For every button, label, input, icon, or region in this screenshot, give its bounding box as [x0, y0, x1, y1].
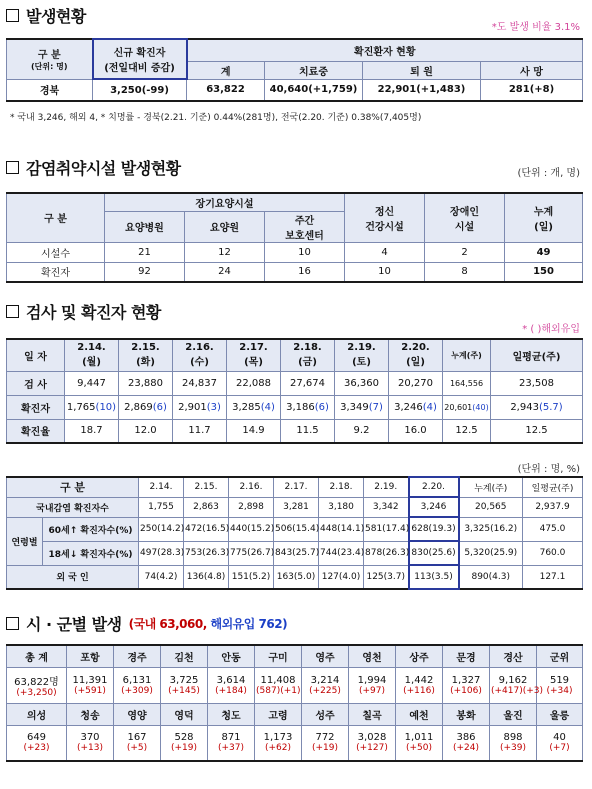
header-day: 2.16. (수) — [173, 339, 227, 371]
header-nursing-hospital: 요양병원 — [105, 211, 185, 242]
cell: 127(4.0) — [319, 565, 364, 589]
cell: 150 — [505, 262, 583, 282]
cell-treating: 40,640(+1,759) — [265, 79, 363, 101]
section-title-tests — [6, 300, 161, 323]
table-row — [7, 645, 583, 667]
cell: 2,937.9 — [523, 497, 583, 517]
unit-note: (단위 : 명, %) — [517, 464, 580, 475]
city-cell: 11,391 (+591) — [67, 667, 114, 703]
table-row — [7, 703, 583, 725]
header-average: 일평균(주) — [491, 339, 583, 371]
cell: 12 — [185, 242, 265, 262]
header-date: 일 자 — [7, 339, 65, 371]
cell: 22,088 — [227, 371, 281, 395]
city-header: 울릉 — [537, 703, 583, 725]
cell-highlight: 113(3.5) — [409, 565, 459, 589]
header-day: 2.14. — [139, 477, 184, 497]
row-label: 확진자 — [7, 395, 65, 419]
cell: 10 — [345, 262, 425, 282]
header-gubun: 구 분 (단위: 명) — [7, 39, 93, 79]
city-cell: 1,994 (+97) — [349, 667, 396, 703]
cell-death: 281(+8) — [481, 79, 583, 101]
city-header: 구미 — [255, 645, 302, 667]
unit-note: (단위 : 개, 명) — [517, 168, 580, 179]
cell: 16 — [265, 262, 345, 282]
row-label: 확진율 — [7, 419, 65, 443]
cell: 3,186(6) — [281, 395, 335, 419]
row-label: 외 국 인 — [7, 565, 139, 589]
cell: 10 — [265, 242, 345, 262]
header-gubun: 구 분 — [7, 193, 105, 242]
cell: 878(26.3) — [364, 541, 409, 565]
table-row — [7, 725, 583, 761]
city-header: 울진 — [490, 703, 537, 725]
city-cell: 898 (+39) — [490, 725, 537, 761]
status-table — [6, 38, 583, 102]
city-cell: 3,028 (+127) — [349, 725, 396, 761]
table-row — [7, 262, 583, 282]
city-cell: 63,822명 (+3,250) — [7, 667, 67, 703]
cell: 581(17.4) — [364, 517, 409, 541]
city-header: 김천 — [161, 645, 208, 667]
header-day-highlight: 2.20. — [409, 477, 459, 497]
section-title-cities — [6, 612, 287, 635]
header-treating: 치료중 — [265, 61, 363, 79]
table-row — [7, 395, 583, 419]
cell: 760.0 — [523, 541, 583, 565]
cell: 20,565 — [459, 497, 523, 517]
checkbox-bullet-icon — [6, 305, 19, 318]
cell: 890(4.3) — [459, 565, 523, 589]
section-title-status — [6, 4, 86, 27]
cell: 12.5 — [443, 419, 491, 443]
city-cell: 3,614 (+184) — [208, 667, 255, 703]
section-title-facilities — [6, 156, 181, 179]
header-day: 2.18. (금) — [281, 339, 335, 371]
cell: 440(15.2) — [229, 517, 274, 541]
cell: 2,898 — [229, 497, 274, 517]
cities-table — [6, 644, 583, 762]
cell: 3,325(16.2) — [459, 517, 523, 541]
header-day-care: 주간 보호센터 — [265, 211, 345, 242]
cell: 4 — [345, 242, 425, 262]
cell: 18.7 — [65, 419, 119, 443]
cell: 20,601(40) — [443, 395, 491, 419]
city-header: 칠곡 — [349, 703, 396, 725]
cell: 74(4.2) — [139, 565, 184, 589]
cell: 24 — [185, 262, 265, 282]
section-title-text: 감염취약시설 발생현황 — [26, 159, 181, 178]
table-row — [7, 541, 583, 565]
cell: 49 — [505, 242, 583, 262]
city-cell: 649 (+23) — [7, 725, 67, 761]
cell: 475.0 — [523, 517, 583, 541]
city-cell: 6,131 (+309) — [114, 667, 161, 703]
ratio-note: *도 발생 비율 3.1% — [491, 22, 580, 33]
city-header: 의성 — [7, 703, 67, 725]
cell: 775(26.7) — [229, 541, 274, 565]
checkbox-bullet-icon — [6, 617, 19, 630]
city-cell: 871 (+37) — [208, 725, 255, 761]
header-average: 일평균(주) — [523, 477, 583, 497]
row-label: 60세↑ 확진자수(%) — [43, 517, 139, 541]
facilities-table — [6, 192, 583, 283]
city-header: 안동 — [208, 645, 255, 667]
header-cumulative: 누계(주) — [459, 477, 523, 497]
cell: 36,360 — [335, 371, 389, 395]
city-cell: 1,442 (+116) — [396, 667, 443, 703]
header-day: 2.16. — [229, 477, 274, 497]
city-cell: 1,011 (+50) — [396, 725, 443, 761]
cell: 11.7 — [173, 419, 227, 443]
header-day: 2.17. (목) — [227, 339, 281, 371]
city-header: 경산 — [490, 645, 537, 667]
cell: 164,556 — [443, 371, 491, 395]
table-row — [7, 667, 583, 703]
subtitle-counts: (국내 63,060, 해외유입 762) — [128, 617, 288, 631]
header-day: 2.19. (토) — [335, 339, 389, 371]
cell: 3,281 — [274, 497, 319, 517]
header-day: 2.18. — [319, 477, 364, 497]
city-cell: 3,214 (+225) — [302, 667, 349, 703]
cell: 506(15.4) — [274, 517, 319, 541]
city-header: 청도 — [208, 703, 255, 725]
row-label: 확진자 — [7, 262, 105, 282]
cell: 9.2 — [335, 419, 389, 443]
header-confirmed: 확진환자 현황 — [187, 39, 583, 61]
cell: 472(16.5) — [184, 517, 229, 541]
city-cell: 11,408 (587)(+1) — [255, 667, 302, 703]
cell: 12.0 — [119, 419, 173, 443]
table-row — [7, 565, 583, 589]
city-cell: 3,725 (+145) — [161, 667, 208, 703]
city-cell: 167 (+5) — [114, 725, 161, 761]
cell-new: 3,250(-99) — [93, 79, 187, 101]
table-row — [7, 371, 583, 395]
section-title-text: 검사 및 확진자 현황 — [26, 303, 161, 322]
cell: 250(14.2) — [139, 517, 184, 541]
cell: 27,674 — [281, 371, 335, 395]
city-header: 영천 — [349, 645, 396, 667]
age-group-label: 연령별 — [7, 517, 43, 565]
row-label: 시설수 — [7, 242, 105, 262]
row-label: 국내감염 확진자수 — [7, 497, 139, 517]
city-cell: 519 (+34) — [537, 667, 583, 703]
cell: 14.9 — [227, 419, 281, 443]
cell: 1,755 — [139, 497, 184, 517]
header-day: 2.15. (화) — [119, 339, 173, 371]
table-row — [7, 242, 583, 262]
cell: 3,342 — [364, 497, 409, 517]
cell: 151(5.2) — [229, 565, 274, 589]
cell-highlight: 628(19.3) — [409, 517, 459, 541]
header-cumulative: 누계 (일) — [505, 193, 583, 242]
overseas-note: * ( )해외유입 — [522, 324, 580, 335]
city-cell: 528 (+19) — [161, 725, 208, 761]
cell: 16.0 — [389, 419, 443, 443]
footnote: * 국내 3,246, 해외 4, * 치명률 - 경북(2.21. 기준) 0.44%(281명), 전국(2.20. 기준) 0.38%(7,405명) — [10, 113, 422, 123]
header-disabled: 장애인 시설 — [425, 193, 505, 242]
city-cell: 1,327 (+106) — [443, 667, 490, 703]
city-header: 성주 — [302, 703, 349, 725]
header-day: 2.14. (월) — [65, 339, 119, 371]
table-row — [7, 517, 583, 541]
city-header: 청송 — [67, 703, 114, 725]
header-gubun: 구 분 — [7, 477, 139, 497]
city-header: 경주 — [114, 645, 161, 667]
cell: 2,863 — [184, 497, 229, 517]
header-day: 2.20. (일) — [389, 339, 443, 371]
cell: 125(3.7) — [364, 565, 409, 589]
header-nursing-home: 요양원 — [185, 211, 265, 242]
row-label: 검 사 — [7, 371, 65, 395]
cell: 20,270 — [389, 371, 443, 395]
city-header: 상주 — [396, 645, 443, 667]
header-day: 2.19. — [364, 477, 409, 497]
city-cell: 40 (+7) — [537, 725, 583, 761]
cell: 3,246(4) — [389, 395, 443, 419]
cell: 127.1 — [523, 565, 583, 589]
cell: 23,508 — [491, 371, 583, 395]
cell: 1,765(10) — [65, 395, 119, 419]
row-label: 경북 — [7, 79, 93, 101]
checkbox-bullet-icon — [6, 161, 19, 174]
section-title-text: 발생현황 — [26, 7, 86, 26]
header-day: 2.15. — [184, 477, 229, 497]
cell-highlight: 3,246 — [409, 497, 459, 517]
cell: 24,837 — [173, 371, 227, 395]
header-new-cases: 신규 확진자 (전일대비 증감) — [93, 39, 187, 79]
age-table — [6, 476, 583, 590]
cell: 9,447 — [65, 371, 119, 395]
header-longterm: 장기요양시설 — [105, 193, 345, 211]
city-header: 고령 — [255, 703, 302, 725]
header-death: 사 망 — [481, 61, 583, 79]
header-mental: 정신 건강시설 — [345, 193, 425, 242]
cell: 92 — [105, 262, 185, 282]
city-header: 영양 — [114, 703, 161, 725]
cell: 23,880 — [119, 371, 173, 395]
cell: 5,320(25.9) — [459, 541, 523, 565]
cell: 163(5.0) — [274, 565, 319, 589]
cell: 3,285(4) — [227, 395, 281, 419]
cell: 3,349(7) — [335, 395, 389, 419]
city-header: 총 계 — [7, 645, 67, 667]
cell: 2,943(5.7) — [491, 395, 583, 419]
city-header: 군위 — [537, 645, 583, 667]
table-row — [7, 419, 583, 443]
city-cell: 370 (+13) — [67, 725, 114, 761]
city-cell: 772 (+19) — [302, 725, 349, 761]
checkbox-bullet-icon — [6, 9, 19, 22]
cell: 8 — [425, 262, 505, 282]
city-cell: 1,173 (+62) — [255, 725, 302, 761]
cell-highlight: 830(25.6) — [409, 541, 459, 565]
row-label: 18세↓ 확진자수(%) — [43, 541, 139, 565]
cell: 3,180 — [319, 497, 364, 517]
cell: 744(23.4) — [319, 541, 364, 565]
cell: 12.5 — [491, 419, 583, 443]
city-header: 영덕 — [161, 703, 208, 725]
cell: 2 — [425, 242, 505, 262]
city-header: 포항 — [67, 645, 114, 667]
cell-released: 22,901(+1,483) — [363, 79, 481, 101]
city-header: 영주 — [302, 645, 349, 667]
city-cell: 9,162 (+417)(+3) — [490, 667, 537, 703]
header-released: 퇴 원 — [363, 61, 481, 79]
cell: 11.5 — [281, 419, 335, 443]
cell: 497(28.3) — [139, 541, 184, 565]
city-header: 예천 — [396, 703, 443, 725]
cell: 753(26.3) — [184, 541, 229, 565]
cell-total: 63,822 — [187, 79, 265, 101]
city-cell: 386 (+24) — [443, 725, 490, 761]
tests-table — [6, 338, 583, 444]
city-header: 봉화 — [443, 703, 490, 725]
cell: 448(14.1) — [319, 517, 364, 541]
cell: 21 — [105, 242, 185, 262]
cell: 2,901(3) — [173, 395, 227, 419]
cell: 843(25.7) — [274, 541, 319, 565]
header-cumulative: 누계(주) — [443, 339, 491, 371]
header-total: 계 — [187, 61, 265, 79]
header-day: 2.17. — [274, 477, 319, 497]
table-row — [7, 497, 583, 517]
cell: 136(4.8) — [184, 565, 229, 589]
city-header: 문경 — [443, 645, 490, 667]
section-title-text: 시 · 군별 발생 — [26, 615, 122, 634]
cell: 2,869(6) — [119, 395, 173, 419]
